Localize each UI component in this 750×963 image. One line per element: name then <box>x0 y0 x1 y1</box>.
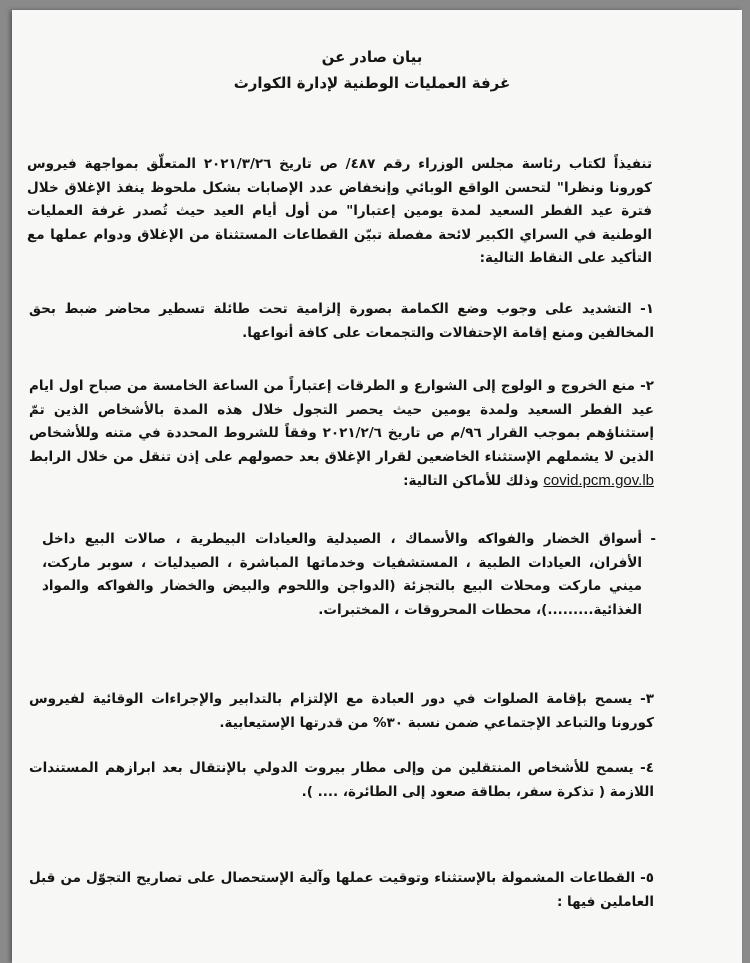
intro-paragraph: تنفيذاً لكتاب رئاسة مجلس الوزراء رقم ٤٨٧/ ص تاريخ ٢٠٢١/٣/٢٦ المتعلّق بمواجهة فيروس كورونا ونظرا" لتحسن الواقع الوبائي وإنخفاض عدد الإصابات بشكل ملحوظ ينفذ الإغلاق خلال فترة عيد الفطر السعيد لمدة يومين إعتبارا" من أول أيام العيد حيث تُصدر غرفة العمليات الوطنية في السراي الكبير لائحة مفصلة تبيّن القطاعات المستثناة من الإغلاق ودوام عملها مع التأكيد على النقاط التالية: <box>27 156 653 266</box>
exempt-places-bullet <box>42 528 656 622</box>
point-2 <box>29 375 654 494</box>
permit-link[interactable]: covid.pcm.gov.lb <box>543 472 654 489</box>
point-5: ٥- القطاعات المشمولة بالإستثناء وتوقيت عملها وآلية الإستحصال على تصاريح التجوّل من قبل العاملين فيها : <box>29 870 654 910</box>
point-2-text: ٢- منع الخروج و الولوج إلى الشوارع و الطرقات إعتباراً من الساعة الخامسة من صباح اول ايام عيد الفطر السعيد ولمدة يومين حيث يحصر التجول خلال هذه المدة بالأشخاص الذين تمّ إستثناؤهم بموجب القرار ٩٦/م ص تاريخ ٢٠٢١/٢/٦ وفقاً للشروط المحددة في متنه وللأشخاص الذين لا يشملهم الإستثناء الخاضعين لقرار الإغلاق بعد حصولهم على إذن تنقل من خلال الرابط <box>29 378 655 465</box>
point-4: ٤- يسمح للأشخاص المنتقلين من وإلى مطار بيروت الدولي بالإنتقال بعد ابرازهم المستندات اللازمة ( تذكرة سفر، بطاقة صعود إلى الطائرة، .... ). <box>29 760 654 800</box>
exempt-places-text: أسواق الخضار والفواكه والأسماك ، الصيدلية والعيادات البيطرية ، صالات البيع داخل الأفران، العيادات الطبية ، المستشفيات وخدماتها المباشرة ، الصيدليات ، سوبر ماركت، ميني ماركت ومحلات البيع بالتجزئة (الدواجن واللحوم والبيض والخضار والفواكه والمواد الغذائية.........)، محطات المحروقات ، المختبرات. <box>42 531 642 618</box>
point-1: ١- التشديد على وجوب وضع الكمامة بصورة إلزامية تحت طائلة تسطير محاضر ضبط بحق المخالفين ومنع إقامة الإحتفالات والتجمعات على كافة أنواعها. <box>29 301 654 341</box>
bullet-marker: - <box>650 531 656 547</box>
point-3: ٣- يسمح بإقامة الصلوات في دور العبادة مع الإلتزام بالتدابير والإجراءات الوقائية لفيروس كورونا والتباعد الإجتماعي ضمن نسبة ٣٠% من قدرتها الإستيعابية. <box>29 691 654 731</box>
statement-title: بيان صادر عن <box>321 48 423 66</box>
document-page <box>12 10 742 963</box>
point-2-after-link: وذلك للأماكن التالية: <box>403 473 544 489</box>
issuer-title: غرفة العمليات الوطنية لإدارة الكوارث <box>233 74 511 92</box>
